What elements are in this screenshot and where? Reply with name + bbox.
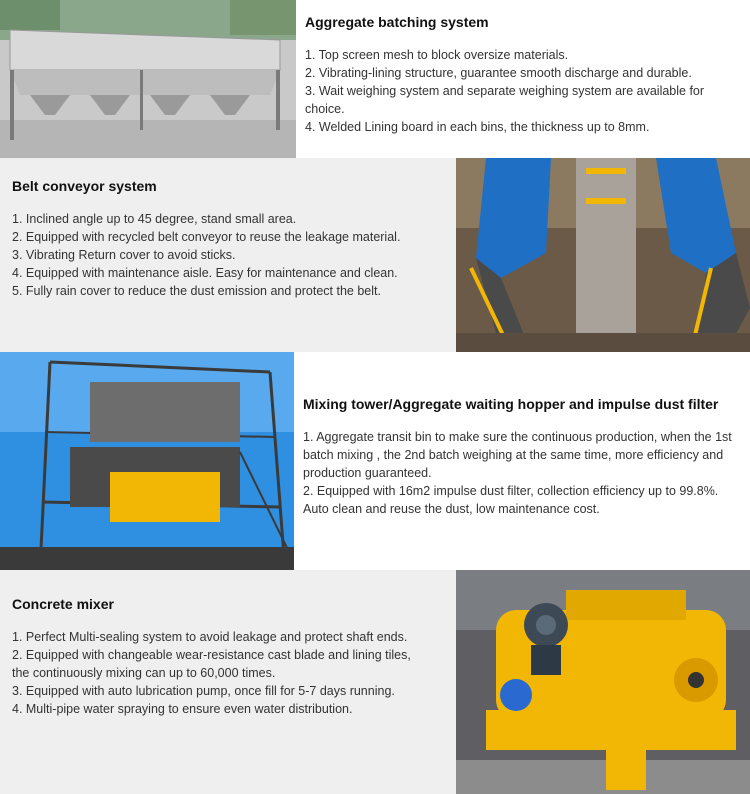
list-item: 1. Top screen mesh to block oversize materials. xyxy=(305,48,569,62)
section-belt-conveyor xyxy=(0,158,750,352)
belt-conveyor-photo xyxy=(456,158,750,352)
section-title: Belt conveyor system xyxy=(12,178,157,194)
list-item: 3. Vibrating Return cover to avoid sticks. xyxy=(12,248,236,262)
mixing-tower-photo xyxy=(0,352,294,570)
list-item: 1. Inclined angle up to 45 degree, stand small area. xyxy=(12,212,297,226)
list-item: 4. Multi-pipe water spraying to ensure even water distribution. xyxy=(12,702,353,716)
list-item: 1. Perfect Multi-sealing system to avoid leakage and protect shaft ends. xyxy=(12,630,408,644)
section-concrete-mixer xyxy=(0,570,750,794)
list-item: 1. Aggregate transit bin to make sure the continuous production, when the 1st batch mixing , the 2nd batch weighing at the same time, more efficiency and production guaranteed. xyxy=(303,430,732,480)
aggregate-batcher-photo xyxy=(0,0,296,158)
belt-conveyor-text xyxy=(12,178,452,300)
section-title: Mixing tower/Aggregate waiting hopper and impulse dust filter xyxy=(303,396,719,412)
section-aggregate-batching xyxy=(0,0,750,158)
concrete-mixer-photo xyxy=(456,570,750,794)
list-item: 3. Equipped with auto lubrication pump, once fill for 5-7 days running. xyxy=(12,684,395,698)
list-item: 2. Equipped with changeable wear-resistance cast blade and lining tiles, the continuously mixing can up to 60,000 times. xyxy=(12,648,411,680)
section-title: Concrete mixer xyxy=(12,596,114,612)
section-title: Aggregate batching system xyxy=(305,14,489,30)
list-item: 3. Wait weighing system and separate weighing system are available for choice. xyxy=(305,84,705,116)
concrete-mixer-text xyxy=(12,596,412,718)
mixing-tower-text xyxy=(303,396,745,518)
list-item: 5. Fully rain cover to reduce the dust emission and protect the belt. xyxy=(12,284,381,298)
section-mixing-tower xyxy=(0,352,750,570)
list-item: 4. Equipped with maintenance aisle. Easy for maintenance and clean. xyxy=(12,266,398,280)
list-item: 4. Welded Lining board in each bins, the thickness up to 8mm. xyxy=(305,120,650,134)
aggregate-batching-text xyxy=(305,14,745,136)
list-item: 2. Vibrating-lining structure, guarantee smooth discharge and durable. xyxy=(305,66,692,80)
list-item: 2. Equipped with 16m2 impulse dust filter, collection efficiency up to 99.8%. Auto clean and reuse the dust, low maintenance cost. xyxy=(303,484,719,516)
list-item: 2. Equipped with recycled belt conveyor to reuse the leakage material. xyxy=(12,230,401,244)
